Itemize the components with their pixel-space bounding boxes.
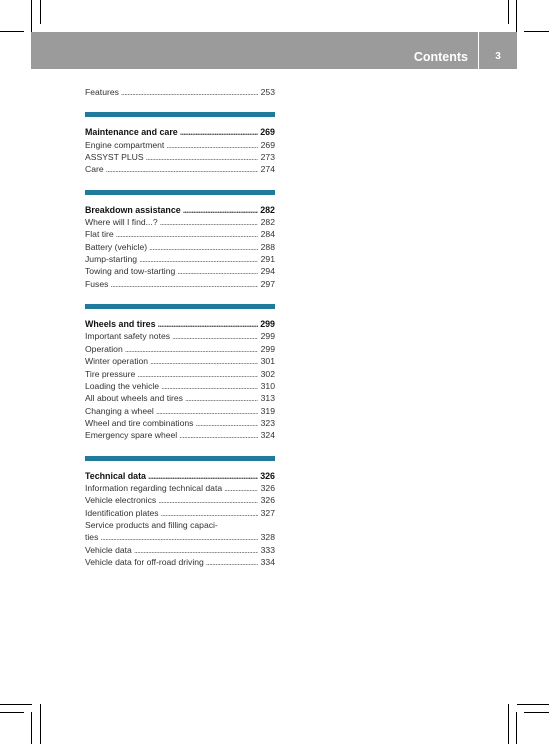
toc-heading-page: 269 [260,127,275,138]
toc-section-heading[interactable] [85,126,275,138]
toc-entry-title: Changing a wheel [85,405,154,416]
toc-entry-title: Emergency spare wheel [85,430,178,441]
toc-entry-title: Where will I find...? [85,217,158,228]
toc-entry[interactable] [85,405,275,417]
table-of-contents [85,86,275,568]
toc-section-heading[interactable] [85,470,275,482]
toc-entry-page: 288 [260,241,275,252]
dot-leader [177,265,258,277]
toc-entry-page: 273 [260,152,275,163]
dot-leader [146,151,258,163]
section-divider-bar [85,112,275,117]
toc-entry-page: 319 [260,405,275,416]
toc-entry-title: Vehicle data [85,544,132,555]
toc-entry-page: 284 [260,229,275,240]
toc-entry-page: 299 [260,331,275,342]
dot-leader [110,278,258,290]
dot-leader [116,228,258,240]
toc-entry-page: 328 [260,532,275,543]
toc-entry[interactable] [85,278,275,290]
toc-entry-page: 269 [260,139,275,150]
toc-heading-title: Wheels and tires [85,319,156,330]
dot-leader [106,163,258,175]
dot-leader [224,482,258,494]
crop-mark [516,712,517,744]
section-divider-bar [85,190,275,195]
toc-entry[interactable] [85,253,275,265]
dot-leader [134,544,258,556]
toc-entry-title: Important safety notes [85,331,171,342]
toc-entry-page: 302 [260,368,275,379]
toc-entry[interactable] [85,482,275,494]
toc-entry-title: ASSYST PLUS [85,152,144,163]
toc-entry[interactable] [85,544,275,556]
crop-mark [524,712,549,713]
dot-leader [148,470,258,482]
dot-leader [195,417,258,429]
toc-entry[interactable] [85,531,275,543]
toc-entry[interactable] [85,519,275,531]
crop-mark [0,712,24,713]
toc-section [85,112,275,175]
toc-entry-title: Battery (vehicle) [85,241,148,252]
toc-entry[interactable] [85,151,275,163]
toc-entry-page: 323 [260,417,275,428]
toc-entry-page: 326 [260,495,275,506]
crop-mark [524,31,549,32]
dot-leader [160,216,258,228]
dot-leader [172,330,258,342]
toc-entry-title: Information regarding technical data [85,482,223,493]
toc-entry-title: Towing and tow-starting [85,266,176,277]
toc-entry-page: 313 [260,393,275,404]
dot-leader [158,494,258,506]
toc-entry[interactable] [85,355,275,367]
header-bar [31,32,517,69]
toc-heading-title: Maintenance and care [85,127,178,138]
toc-entry-title: Vehicle data for off-road driving [85,556,204,567]
dot-leader [149,241,258,253]
toc-entry[interactable] [85,241,275,253]
toc-entry-title: ties [85,532,99,543]
toc-entry-page: 326 [260,482,275,493]
crop-mark [508,704,509,744]
dot-leader [139,253,258,265]
toc-section [85,190,275,290]
dot-leader [100,531,258,543]
toc-entry[interactable] [85,330,275,342]
toc-entry-title: Features [85,87,119,97]
toc-entry-page: 310 [260,380,275,391]
toc-section [85,456,275,569]
toc-entry-title: Service products and filling capaci- [85,519,218,530]
toc-entry[interactable] [85,86,275,98]
toc-entry-page: 297 [260,278,275,289]
section-divider-bar [85,456,275,461]
dot-leader [137,368,258,380]
section-divider-bar [85,304,275,309]
toc-entry-page: 291 [260,254,275,265]
toc-entry-title: Engine compartment [85,139,165,150]
toc-entry-page: 253 [260,87,275,97]
dot-leader [179,429,258,441]
toc-heading-page: 299 [260,319,275,330]
toc-entry-page: 301 [260,356,275,367]
toc-entry[interactable] [85,216,275,228]
toc-heading-page: 282 [260,204,275,215]
toc-entry-page: 294 [260,266,275,277]
toc-entry[interactable] [85,139,275,151]
toc-heading-title: Technical data [85,470,146,481]
toc-entry-title: Tire pressure [85,368,136,379]
toc-entry-title: Operation [85,343,123,354]
toc-entry[interactable] [85,417,275,429]
page-number: 3 [495,51,501,62]
toc-entry-page: 333 [260,544,275,555]
dot-leader [150,355,258,367]
toc-entry[interactable] [85,494,275,506]
crop-mark [508,0,509,24]
dot-leader [166,139,258,151]
toc-entry[interactable] [85,368,275,380]
toc-heading-page: 326 [260,470,275,481]
crop-mark [31,0,32,32]
toc-entry[interactable] [85,507,275,519]
crop-mark [517,704,549,705]
toc-entry-title: Identification plates [85,507,159,518]
page-title: Contents [413,50,468,64]
toc-entry[interactable] [85,556,275,568]
toc-section-heading[interactable] [85,204,275,216]
toc-entry-title: Wheel and tire combinations [85,417,194,428]
toc-entry-page: 274 [260,164,275,175]
toc-entry-page: 327 [260,507,275,518]
toc-entry-page: 282 [260,217,275,228]
toc-entry[interactable] [85,429,275,441]
crop-mark [0,704,32,705]
toc-entry[interactable] [85,380,275,392]
toc-entry-title: Vehicle electronics [85,495,157,506]
toc-entry[interactable] [85,265,275,277]
crop-mark [0,31,24,32]
dot-leader [121,86,258,98]
toc-entry-page: 334 [260,556,275,567]
dot-leader [161,380,258,392]
dot-leader [185,392,258,404]
toc-entry-title: Fuses [85,278,109,289]
toc-entry-title: Jump-starting [85,254,138,265]
toc-section [85,304,275,441]
toc-entry-title: Flat tire [85,229,114,240]
toc-entry-page: 299 [260,343,275,354]
dot-leader [158,318,258,330]
toc-entry-page: 324 [260,430,275,441]
toc-entry-title: Care [85,164,104,175]
dot-leader [156,405,258,417]
crop-mark [40,704,41,744]
toc-section-heading[interactable] [85,318,275,330]
toc-entry[interactable] [85,228,275,240]
toc-entry[interactable] [85,163,275,175]
dot-leader [161,507,258,519]
dot-leader [183,204,258,216]
toc-entry[interactable] [85,343,275,355]
toc-heading-title: Breakdown assistance [85,204,181,215]
toc-entry-title: All about wheels and tires [85,393,183,404]
crop-mark [40,0,41,24]
dot-leader [206,556,258,568]
dot-leader [125,343,258,355]
crop-mark [31,712,32,744]
crop-mark [516,0,517,32]
dot-leader [180,126,258,138]
toc-entry[interactable] [85,392,275,404]
toc-entry-title: Winter operation [85,356,149,367]
toc-entry-title: Loading the vehicle [85,380,160,391]
